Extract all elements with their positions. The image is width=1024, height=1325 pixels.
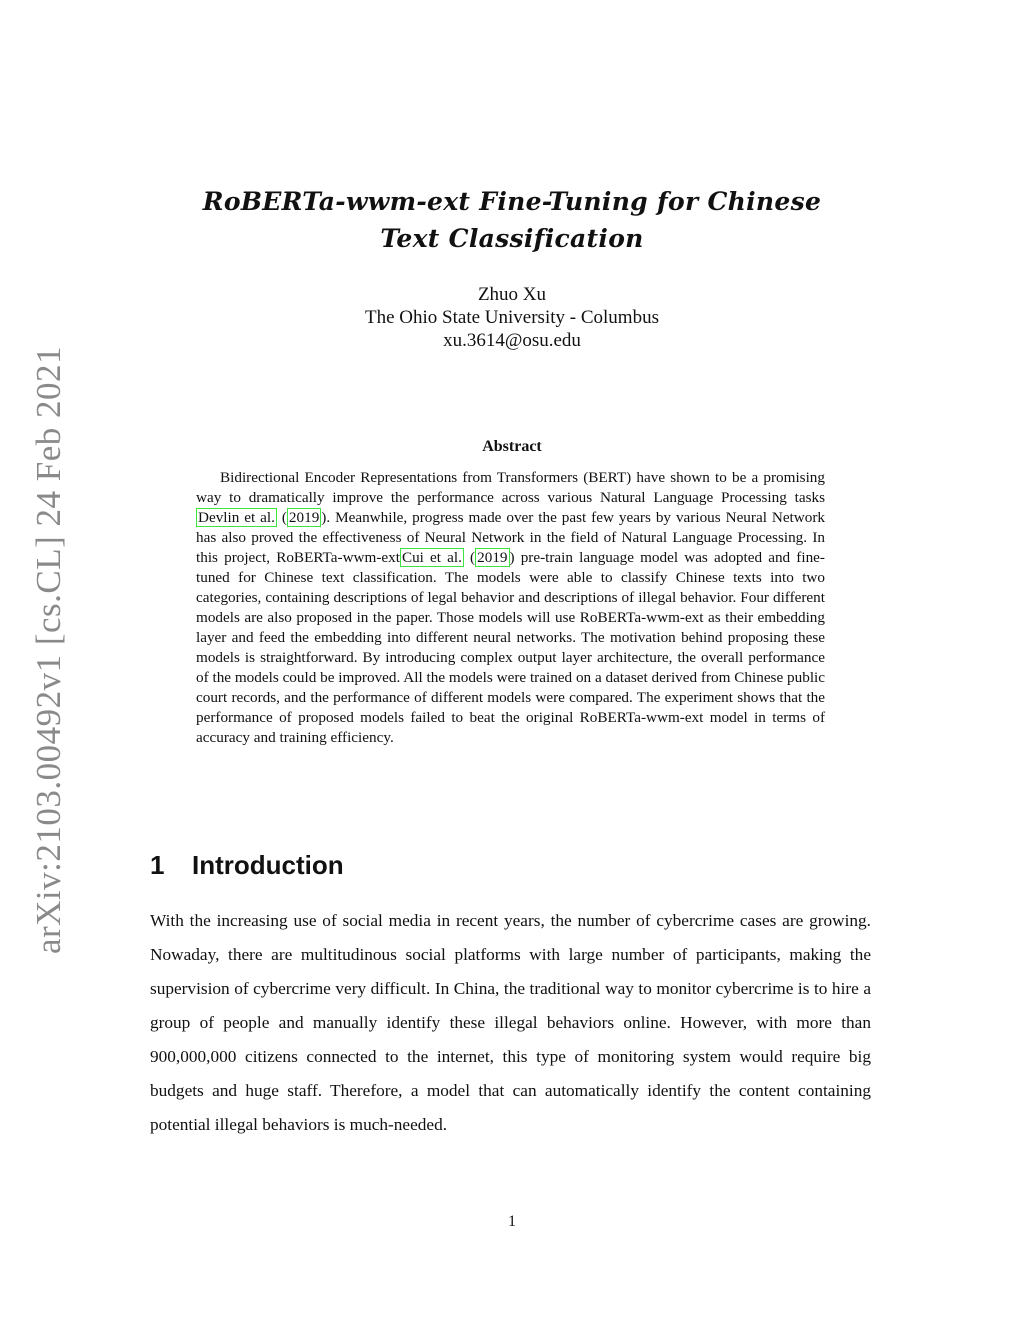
author-name: Zhuo Xu [477,284,547,305]
arxiv-watermark-text: arXiv:2103.00492v1 [cs.CL] 24 Feb 2021 [29,345,69,955]
abstract-cite-1-open: ( [276,509,287,526]
abstract-heading: Abstract [482,438,542,455]
arxiv-watermark [24,345,74,955]
abstract-cite-2-open: ( [463,549,476,566]
author-block [150,283,874,352]
abstract-part-3: ) pre-train language model was adopted and fine-tuned for Chinese text classification. The models were able to classify Chinese texts into two categories, containing descriptions of legal behavior and descriptions of illegal behavior. Four different models are also proposed in the paper. Those models will use RoBERTa-wwm-ext as their embedding layer and feed the embedding into different neural networks. The motivation behind proposing these models is straightforward. By introducing complex output layer architecture, the overall performance of the models could be improved. All the models were trained on a dataset derived from Chinese public court records, and the performance of different models were compared. The experiment shows that the performance of proposed models failed to beat the original RoBERTa-wwm-ext model in terms of accuracy and training efficiency. [196,549,825,746]
abstract-text [196,468,825,748]
paper-title-line-2: Text Classification [380,224,644,253]
section-heading-introduction [150,848,344,882]
abstract-part-1: Bidirectional Encoder Representations from Transformers (BERT) have shown to be a promising way to dramatically improve the performance across various Natural Language Processing tasks [196,469,825,506]
author-affiliation: The Ohio State University - Columbus [365,307,659,328]
citation-link-devlin[interactable]: Devlin et al. [198,509,275,526]
section-number: 1 [150,850,165,880]
section-title: Introduction [192,850,344,880]
author-email: xu.3614@osu.edu [443,330,581,351]
citation-year-link-devlin[interactable]: 2019 [288,509,320,526]
page-number: 1 [508,1213,516,1230]
citation-link-cui[interactable]: Cui et al. [401,549,462,566]
paper-title [150,183,874,257]
citation-year-link-cui[interactable]: 2019 [477,549,508,566]
paper-title-line-1: RoBERTa-wwm-ext Fine-Tuning for Chinese [202,187,822,216]
introduction-paragraph: With the increasing use of social media in recent years, the number of cybercrime cases are growing. Nowaday, there are multitudinous social platforms with large number of participants, making the supervision of cybercrime very difficult. In China, the traditional way to monitor cybercrime is to hire a group of people and manually identify these illegal behaviors online. However, with more than 900,000,000 citizens connected to the internet, this type of monitoring system would require big budgets and huge staff. Therefore, a model that can automatically identify the content containing potential illegal behaviors is much-needed. [150,911,871,1134]
abstract-part-2: ). Meanwhile, progress made over the past few years by various Neural Network has also proved the effectiveness of Neural Network in the field of Natural Language Processing. In this project, RoBERTa-wwm-ext [196,509,825,566]
